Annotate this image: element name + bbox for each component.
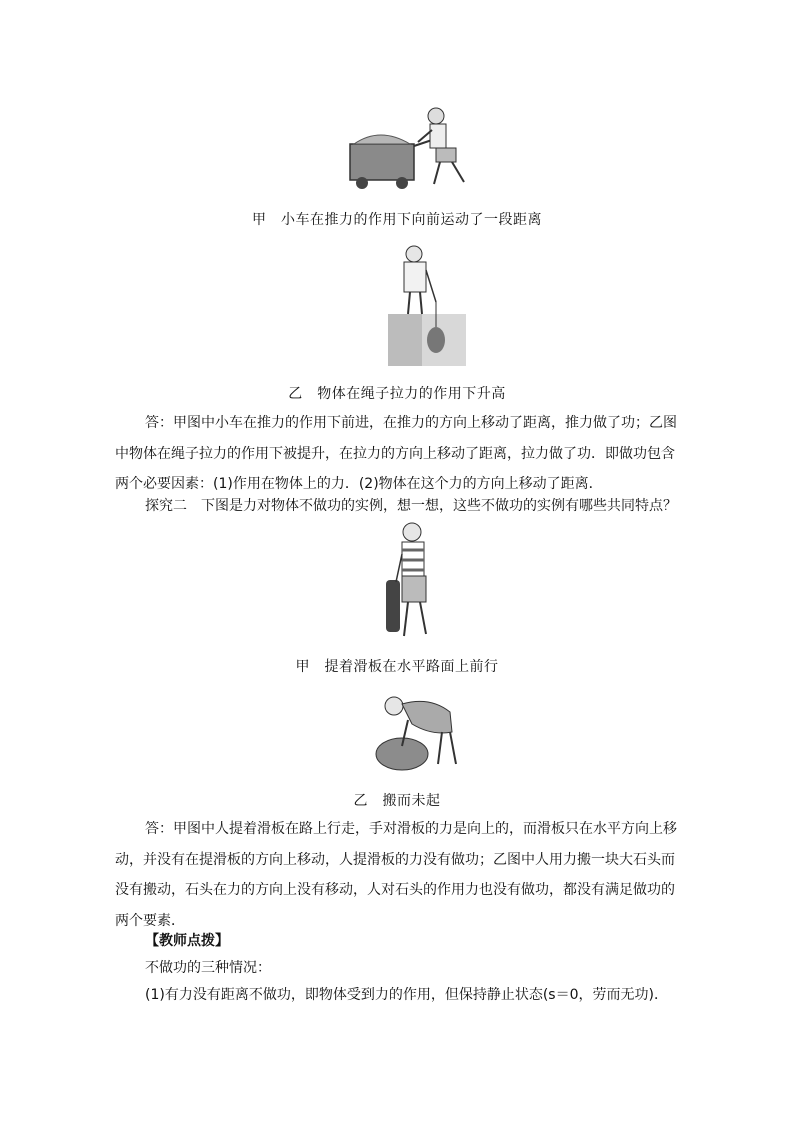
answer2-line: 两个要素． bbox=[115, 912, 185, 929]
explore-two-question: 探究二 下图是力对物体不做功的实例，想一想，这些不做功的实例有哪些共同特点？ bbox=[145, 498, 677, 514]
answer1-line: 答：甲图中小车在推力的作用下前进，在推力的方向上移动了距离，推力做了功；乙图 bbox=[145, 415, 677, 431]
answer1-line: 中物体在绳子拉力的作用下被提升，在拉力的方向上移动了距离，拉力做了功．即做功包含 bbox=[115, 445, 675, 462]
teacher-tip-heading: 【教师点拨】 bbox=[145, 933, 229, 949]
skateboard-carry-illustration bbox=[384, 520, 436, 648]
teacher-tip-item-1: (1)有力没有距离不做功，即物体受到力的作用，但保持静止状态(s＝0，劳而无功)． bbox=[145, 987, 668, 1003]
rope-lift-illustration bbox=[388, 242, 466, 366]
teacher-tip-intro: 不做功的三种情况： bbox=[145, 960, 271, 976]
answer1-line: 两个必要因素：(1)作用在物体上的力．(2)物体在这个力的方向上移动了距离． bbox=[115, 476, 603, 492]
figure-caption-2: 乙 物体在绳子拉力的作用下升高 bbox=[288, 386, 506, 402]
cart-push-illustration bbox=[340, 96, 480, 192]
stone-lift-illustration bbox=[372, 690, 472, 772]
figure-caption-4: 乙 搬而未起 bbox=[353, 793, 441, 809]
answer2-line: 答：甲图中人提着滑板在路上行走，手对滑板的力是向上的，而滑板只在水平方向上移 bbox=[145, 821, 677, 837]
answer-paragraph-1 bbox=[115, 408, 685, 500]
figure-caption-1: 甲 小车在推力的作用下向前运动了一段距离 bbox=[252, 212, 542, 228]
answer2-line: 没有搬动，石头在力的方向上没有移动，人对石头的作用力也没有做功，都没有满足做功的 bbox=[115, 882, 675, 898]
answer-paragraph-2 bbox=[115, 814, 685, 936]
answer2-line: 动，并没有在提滑板的方向上移动，人提滑板的力没有做功；乙图中人用力搬一块大石头而 bbox=[115, 851, 675, 868]
figure-caption-3: 甲 提着滑板在水平路面上前行 bbox=[295, 659, 499, 675]
